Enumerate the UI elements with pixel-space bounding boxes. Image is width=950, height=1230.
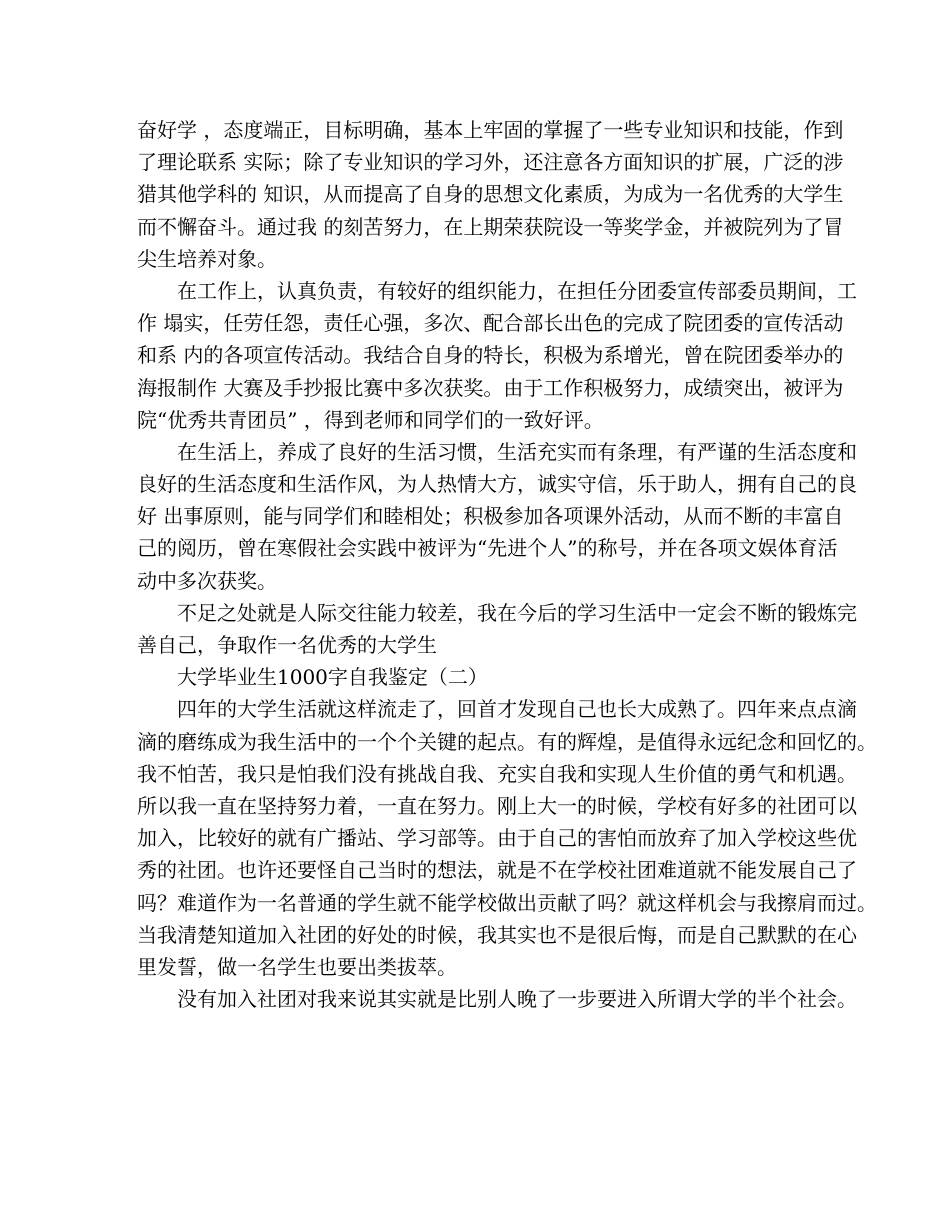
text-line: 动中多次获奖。 <box>137 568 277 593</box>
text-line: 滴的磨练成为我生活中的一个个关键的起点。有的辉煌，是值得永远纪念和回忆的。 <box>137 729 877 754</box>
text-line: 秀的社团。也许还要怪自己当时的想法，就是不在学校社团难道就不能发展自己了 <box>137 858 857 883</box>
text-line: 而不懈奋斗。通过我 的刻苦努力，在上期荣获院设一等奖学金，并被院列为了冒 <box>137 214 844 239</box>
text-line: 院“优秀共青团员” ，得到老师和同学们的一致好评。 <box>137 407 604 432</box>
text-line: 不足之处就是人际交往能力较差，我在今后的学习生活中一定会不断的锻炼完 <box>177 600 857 625</box>
paragraph-study <box>137 114 844 275</box>
text-line: 里发誓，做一名学生也要出类拔萃。 <box>137 954 457 979</box>
text-line: 所以我一直在坚持努力着，一直在努力。刚上大一的时候，学校有好多的社团可以 <box>137 793 857 818</box>
text-line: 海报制作 大赛及手抄报比赛中多次获奖。由于工作积极努力，成绩突出，被评为 <box>137 375 844 400</box>
paragraph-life <box>137 436 857 597</box>
text-line: 尖生培养对象。 <box>137 246 277 271</box>
text-line: 在工作上，认真负责，有较好的组织能力，在担任分团委宣传部委员期间，工 <box>177 278 857 303</box>
text-line: 在生活上，养成了良好的生活习惯，生活充实而有条理，有严谨的生活态度和 <box>177 439 857 464</box>
text-line: 猎其他学科的 知识，从而提高了自身的思想文化素质，为成为一名优秀的大学生 <box>137 182 844 207</box>
text-line: 己的阅历，曾在寒假社会实践中被评为“先进个人”的称号，并在各项文娱体育活 <box>137 536 838 561</box>
paragraph-club <box>137 983 857 1015</box>
text-line: 没有加入社团对我来说其实就是比别人晚了一步要进入所谓大学的半个社会。 <box>177 987 857 1012</box>
paragraph-four-years <box>137 693 877 983</box>
text-line: 良好的生活态度和生活作风，为人热情大方，诚实守信，乐于助人，拥有自己的良 <box>137 472 857 497</box>
text-line: 加入，比较好的就有广播站、学习部等。由于自己的害怕而放弃了加入学校这些优 <box>137 826 857 851</box>
text-line: 作 塌实，任劳任怨，责任心强，多次、配合部长出色的完成了院团委的宣传活动 <box>137 311 844 336</box>
text-line: 当我清楚知道加入社团的好处的时候，我其实也不是很后悔，而是自己默默的在心 <box>137 922 857 947</box>
text-line: 好 出事原则，能与同学们和睦相处；积极参加各项课外活动，从而不断的丰富自 <box>137 504 844 529</box>
paragraph-shortcomings <box>137 597 857 661</box>
text-line: 奋好学 ，态度端正，目标明确，基本上牢固的掌握了一些专业知识和技能，作到 <box>137 118 844 142</box>
text-line: 我不怕苦，我只是怕我们没有挑战自我、充实自我和实现人生价值的勇气和机遇。 <box>137 761 857 786</box>
text-line: 四年的大学生活就这样流走了，回首才发现自己也长大成熟了。四年来点点滴 <box>177 697 857 722</box>
text-line: 和系 内的各项宣传活动。我结合自身的特长，积极为系增光，曾在院团委举办的 <box>137 343 844 368</box>
section-title: 大学毕业生1000字自我鉴定（二） <box>177 665 488 690</box>
text-line: 吗？难道作为一名普通的学生就不能学校做出贡献了吗？就这样机会与我擦肩而过。 <box>137 890 877 915</box>
document-body <box>137 114 877 1015</box>
paragraph-work <box>137 275 857 436</box>
section-heading <box>137 661 817 693</box>
text-line: 善自己，争取作一名优秀的大学生 <box>137 633 437 657</box>
text-line: 了理论联系 实际；除了专业知识的学习外，还注意各方面知识的扩展，广泛的涉 <box>137 150 844 175</box>
